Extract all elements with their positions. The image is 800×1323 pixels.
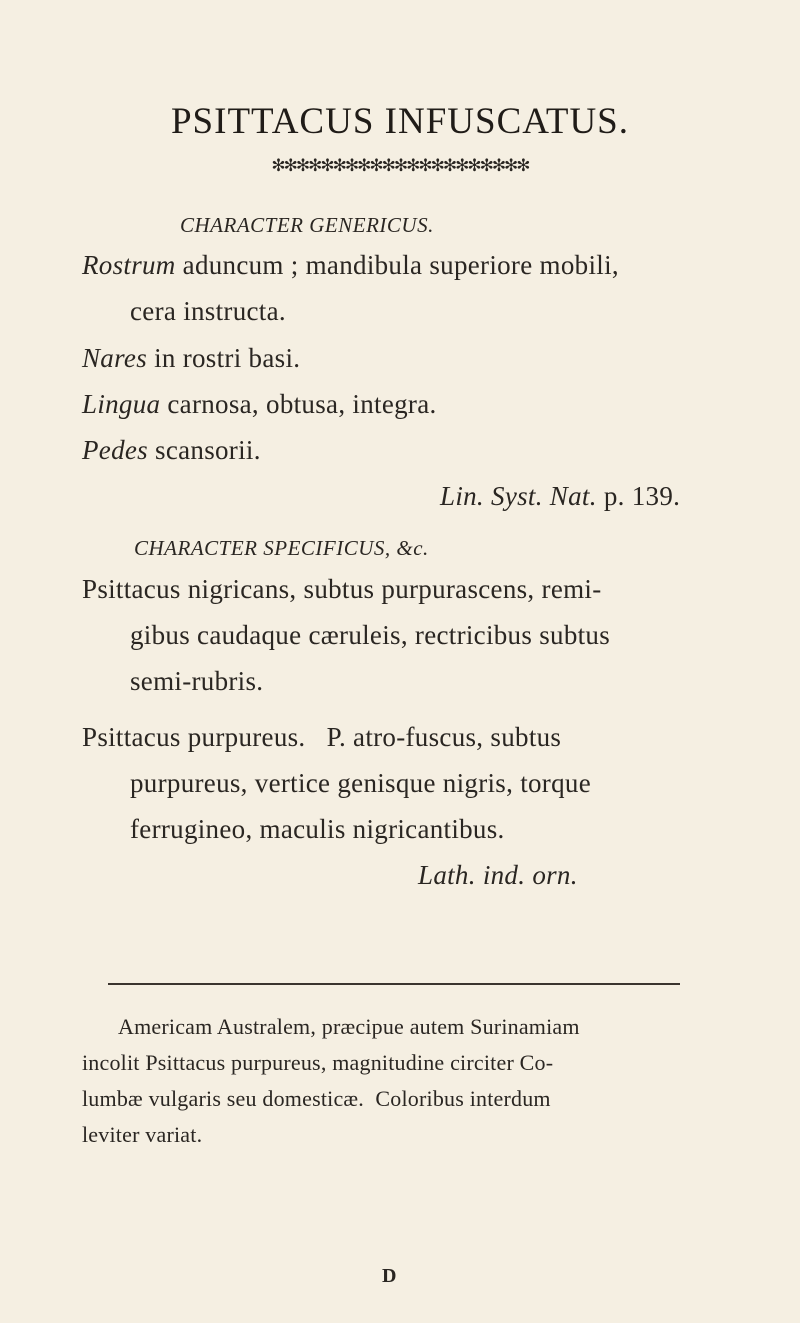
note-line2: incolit Psittacus purpureus, magnitudine circiter Co- bbox=[82, 1050, 554, 1075]
linnaeus-reference bbox=[440, 481, 680, 512]
pedes-term: Pedes bbox=[82, 435, 148, 465]
page-title: PSITTACUS INFUSCATUS. bbox=[170, 101, 630, 142]
desc2-line1: Psittacus purpureus. P. atro-fuscus, subtus bbox=[82, 722, 562, 752]
desc1-line2: gibus caudaque cæruleis, rectricibus subtus bbox=[130, 620, 611, 650]
desc2-line2: purpureus, vertice genisque nigris, torque bbox=[130, 768, 591, 798]
generic-heading: CHARACTER GENERICUS. bbox=[180, 213, 434, 237]
nares-term: Nares bbox=[82, 343, 148, 373]
linnaeus-page: p. 139. bbox=[596, 481, 681, 511]
note-line1: Americam Australem, præcipue autem Surinamiam bbox=[118, 1014, 580, 1039]
ornament-row: ✻✻✻✻✻✻✻✻✻✻✻✻✻✻✻✻✻✻✻✻✻ bbox=[271, 156, 529, 176]
section-divider bbox=[108, 983, 680, 985]
signature-mark: D bbox=[382, 1265, 397, 1287]
lingua-line bbox=[82, 389, 437, 420]
pedes-text: scansorii. bbox=[147, 435, 261, 465]
rostrum-text: aduncum ; mandibula superiore mobili, bbox=[175, 250, 619, 280]
note-line3: lumbæ vulgaris seu domesticæ. Coloribus interdum bbox=[82, 1086, 551, 1111]
specific-heading: CHARACTER SPECIFICUS, &c. bbox=[134, 536, 429, 560]
desc1-line3: semi-rubris. bbox=[130, 666, 264, 696]
desc2-line3: ferrugineo, maculis nigricantibus. bbox=[130, 814, 505, 844]
note-line4: leviter variat. bbox=[82, 1122, 203, 1147]
nares-line bbox=[82, 343, 300, 374]
rostrum-line bbox=[82, 250, 619, 281]
lingua-text: carnosa, obtusa, integra. bbox=[160, 389, 437, 419]
nares-text: in rostri basi. bbox=[147, 343, 301, 373]
rostrum-cont: cera instructa. bbox=[130, 296, 286, 326]
latham-reference: Lath. ind. orn. bbox=[418, 860, 578, 890]
lingua-term: Lingua bbox=[82, 389, 161, 419]
pedes-line bbox=[82, 435, 261, 466]
linnaeus-citation: Lin. Syst. Nat. bbox=[440, 481, 597, 511]
rostrum-term: Rostrum bbox=[82, 250, 176, 280]
desc1-line1: Psittacus nigricans, subtus purpurascens, remi- bbox=[82, 574, 602, 604]
